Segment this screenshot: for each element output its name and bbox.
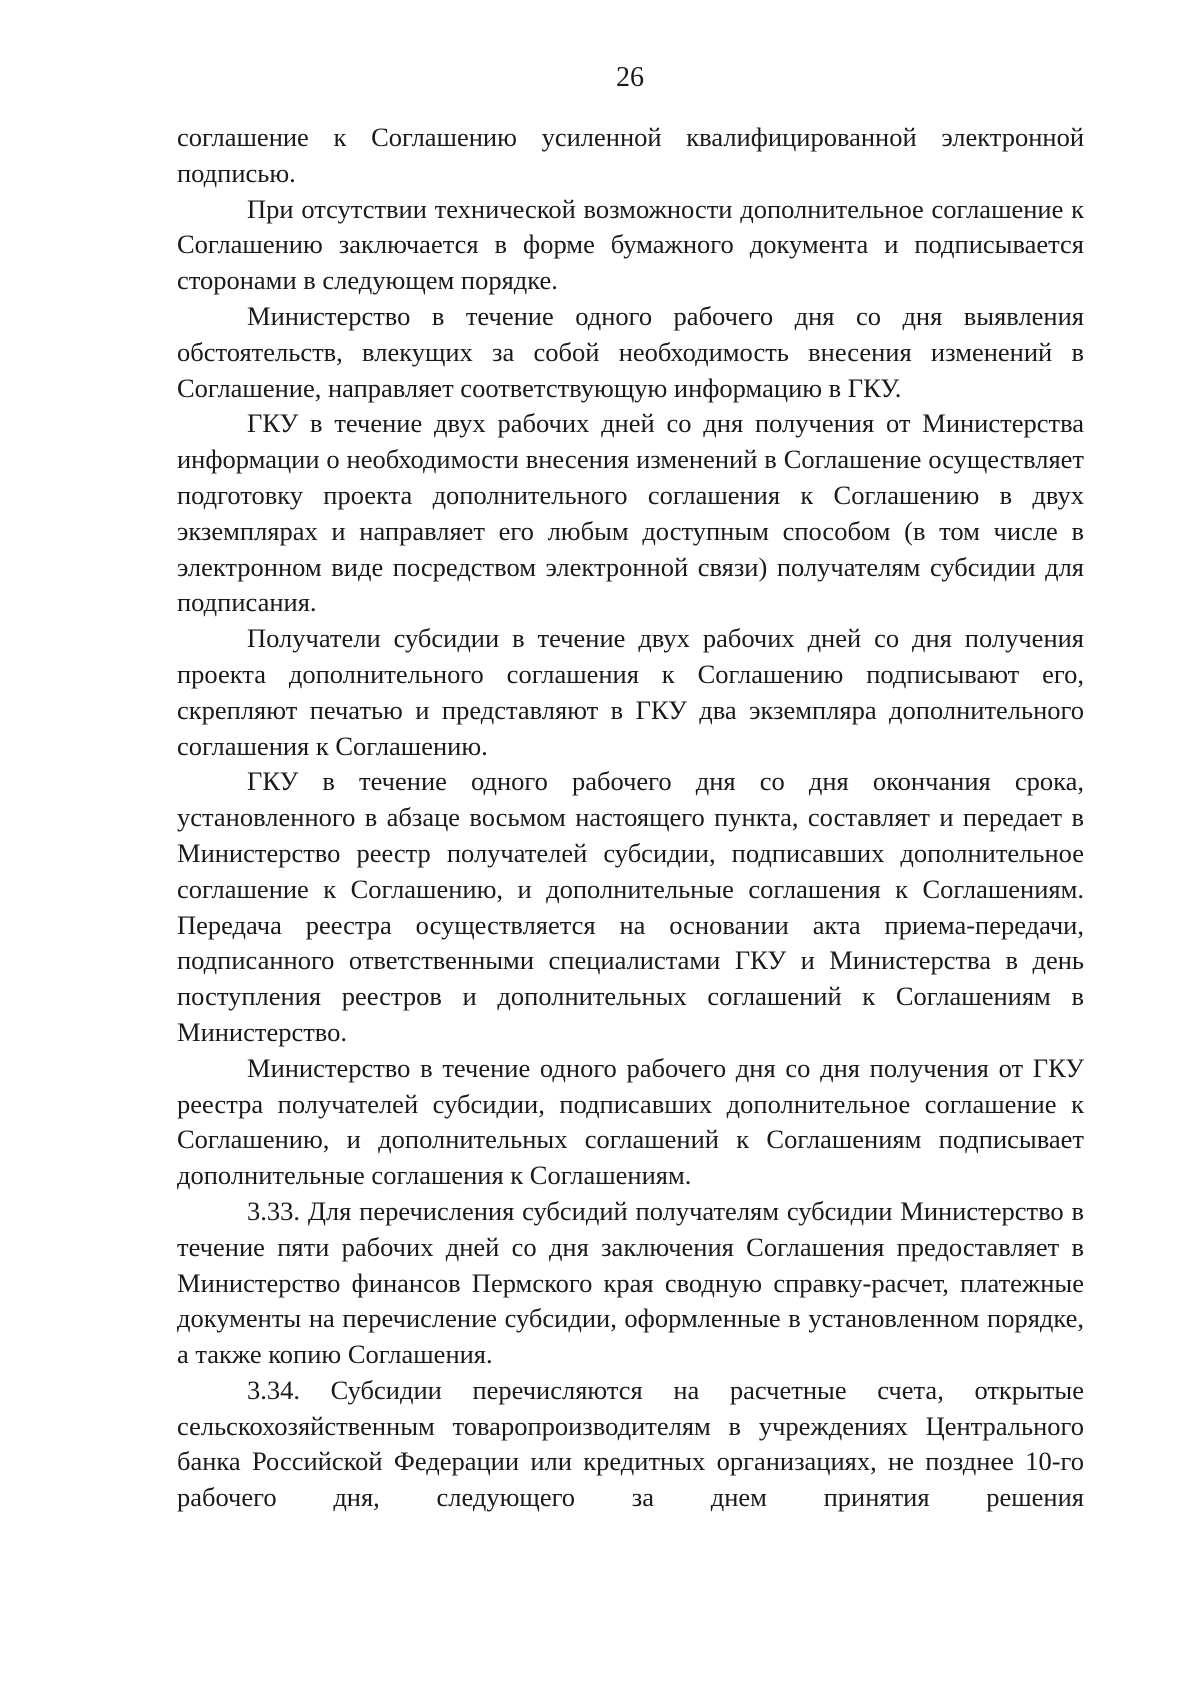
paragraph: ГКУ в течение двух рабочих дней со дня получения от Министерства информации о необходимости внесения изменений в Соглашение осуществляет подготовку проекта дополнительного соглашения к Соглашению в двух экземплярах и направляет его любым доступным способом (в том числе в электронном виде посредством электронной связи) получателям субсидии для подписания. xyxy=(177,408,1084,618)
paragraph: Министерство в течение одного рабочего дня со дня выявления обстоятельств, влекущих за собой необходимость внесения изменений в Соглашение, направляет соответствующую информацию в ГКУ. xyxy=(177,300,1084,403)
paragraph: ГКУ в течение одного рабочего дня со дня окончания срока, установленного в абзаце восьмом настоящего пункта, составляет и передает в Министерство реестр получателей субсидии, подписавших дополнительное соглашение к Соглашению, и дополнительные соглашения к Соглашениям. Передача реестра осуществляется на основании акта приема-передачи, подписанного ответственными специалистами ГКУ и Министерства в день поступления реестров и дополнительных соглашений к Соглашениям в Министерство. xyxy=(177,766,1084,1047)
paragraph-3-33: 3.33. Для перечисления субсидий получателям субсидии Министерство в течение пяти рабочих дней со дня заключения Соглашения предоставляет в Министерство финансов Пермского края сводную справку-расчет, платежные документы на перечисление субсидии, оформленные в установленном порядке, а также копию Соглашения. xyxy=(177,1195,1084,1370)
paragraph-continuation: соглашение к Соглашению усиленной квалифицированной электронной подписью. xyxy=(177,122,1084,188)
page-number: 26 xyxy=(616,62,644,93)
paragraph: Министерство в течение одного рабочего дня со дня получения от ГКУ реестра получателей субсидии, подписавших дополнительное соглашение к Соглашению, и дополнительных соглашений к Соглашениям подписывает дополнительные соглашения к Соглашениям. xyxy=(177,1052,1084,1191)
paragraph: Получатели субсидии в течение двух рабочих дней со дня получения проекта дополнительного соглашения к Соглашению подписывают его, скрепляют печатью и представляют в ГКУ два экземпляра дополнительного соглашения к Соглашению. xyxy=(177,623,1084,761)
document-body xyxy=(177,120,1084,1516)
paragraph-3-34: 3.34. Субсидии перечисляются на расчетные счета, открытые сельскохозяйственным товаропроизводителям в учреждениях Центрального банка Российской Федерации или кредитных организациях, не позднее 10-го рабочего дня, следующего за днем принятия решения xyxy=(177,1374,1084,1513)
paragraph: При отсутствии технической возможности дополнительное соглашение к Соглашению заключается в форме бумажного документа и подписывается сторонами в следующем порядке. xyxy=(177,193,1084,296)
